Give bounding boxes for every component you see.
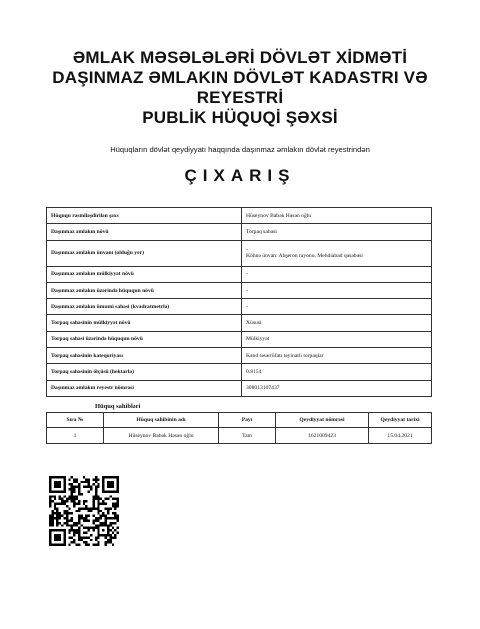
- table-row: [47, 364, 432, 380]
- table-cell: Tam: [219, 428, 276, 444]
- address-cell: [242, 240, 432, 266]
- issuer-line-2: DAŞINMAZ ƏMLAKIN DÖVLƏT KADASTRI VƏ: [52, 68, 428, 87]
- row-value: -: [242, 266, 432, 282]
- row-value: Hüseynov Babək Həsən oğlu: [242, 208, 432, 224]
- row-label: Daşınmaz əmlakın reyestr nömrəsi: [47, 380, 242, 396]
- row-label: Torpaq sahəsinin ölçüsü (hektarla): [47, 364, 242, 380]
- table-header-row: [47, 413, 432, 428]
- old-address: Köhnə ünvan: Abşeron rayonu, Mehdiabad qəsəbəsi: [246, 253, 363, 260]
- row-label: Daşınmaz əmlakın mülkiyyət növü: [47, 266, 242, 282]
- row-label: Daşınmaz əmlakın ümumi sahəsi (kvadratmetrlə): [47, 299, 242, 315]
- table-row: [47, 315, 432, 331]
- row-value: -: [246, 247, 248, 254]
- row-value: Kənd təsərrüfatı təyinatlı torpaqlar: [242, 348, 432, 364]
- column-header: Payı: [219, 413, 276, 428]
- issuer-line-4: PUBLİK HÜQUQİ ŞƏXSİ: [142, 108, 338, 127]
- document-subtitle: Hüquqların dövlət qeydiyyatı haqqında daşınmaz əmlakın dövlət reyestrindən: [110, 145, 370, 154]
- table-cell: 1: [47, 428, 104, 444]
- row-label: Daşınmaz əmlakın ünvanı (olduğu yer): [47, 240, 242, 266]
- table-row: [47, 266, 432, 282]
- row-value: 0.8154: [242, 364, 432, 380]
- issuer-line-1: ƏMLAK MƏSƏLƏLƏRİ DÖVLƏT XİDMƏTİ: [72, 48, 408, 67]
- row-label: Daşınmaz əmlakın növü: [47, 224, 242, 240]
- property-info-table: [46, 207, 432, 397]
- qr-code-icon: [49, 476, 119, 546]
- column-header: Hüquq sahibinin adı: [104, 413, 219, 428]
- table-row: [47, 282, 432, 298]
- row-value: Mülkiyyət: [242, 331, 432, 347]
- row-label: Torpaq sahəsinin kateqoriyası: [47, 348, 242, 364]
- row-value: -: [242, 282, 432, 298]
- row-label: Daşınmaz əmlakın üzərində hüququn növü: [47, 282, 242, 298]
- column-header: Qeydiyyat tarixi: [369, 413, 432, 428]
- table-row: [47, 240, 432, 266]
- row-value: -: [242, 299, 432, 315]
- table-row: [47, 299, 432, 315]
- owners-caption: Hüquq sahibləri: [95, 403, 141, 410]
- column-header: Sıra №: [47, 413, 104, 428]
- row-value: Xüsusi: [242, 315, 432, 331]
- row-value: Torpaq sahəsi: [242, 224, 432, 240]
- owners-table: [46, 412, 432, 444]
- table-row: [47, 348, 432, 364]
- issuer-line-3: REYESTRİ: [196, 88, 284, 107]
- row-label: Torpaq sahəsinin mülkiyyət növü: [47, 315, 242, 331]
- row-label: Hüququ rəsmiləşdirilən şəxs: [47, 208, 242, 224]
- table-cell: 1621009423: [276, 428, 369, 444]
- row-label: Torpaq sahəsi üzərində hüququn növü: [47, 331, 242, 347]
- column-header: Qeydiyyat nömrəsi: [276, 413, 369, 428]
- table-cell: Hüseynov Babək Həsən oğlu: [104, 428, 219, 444]
- issuer-header: [20, 48, 460, 128]
- table-row: [47, 224, 432, 240]
- table-row: [47, 208, 432, 224]
- table-row: [47, 331, 432, 347]
- document-title: ÇIXARIŞ: [184, 166, 296, 185]
- table-row: [47, 428, 432, 444]
- row-value: 308013107437: [242, 380, 432, 396]
- table-row: [47, 380, 432, 396]
- table-cell: 15.04.2021: [369, 428, 432, 444]
